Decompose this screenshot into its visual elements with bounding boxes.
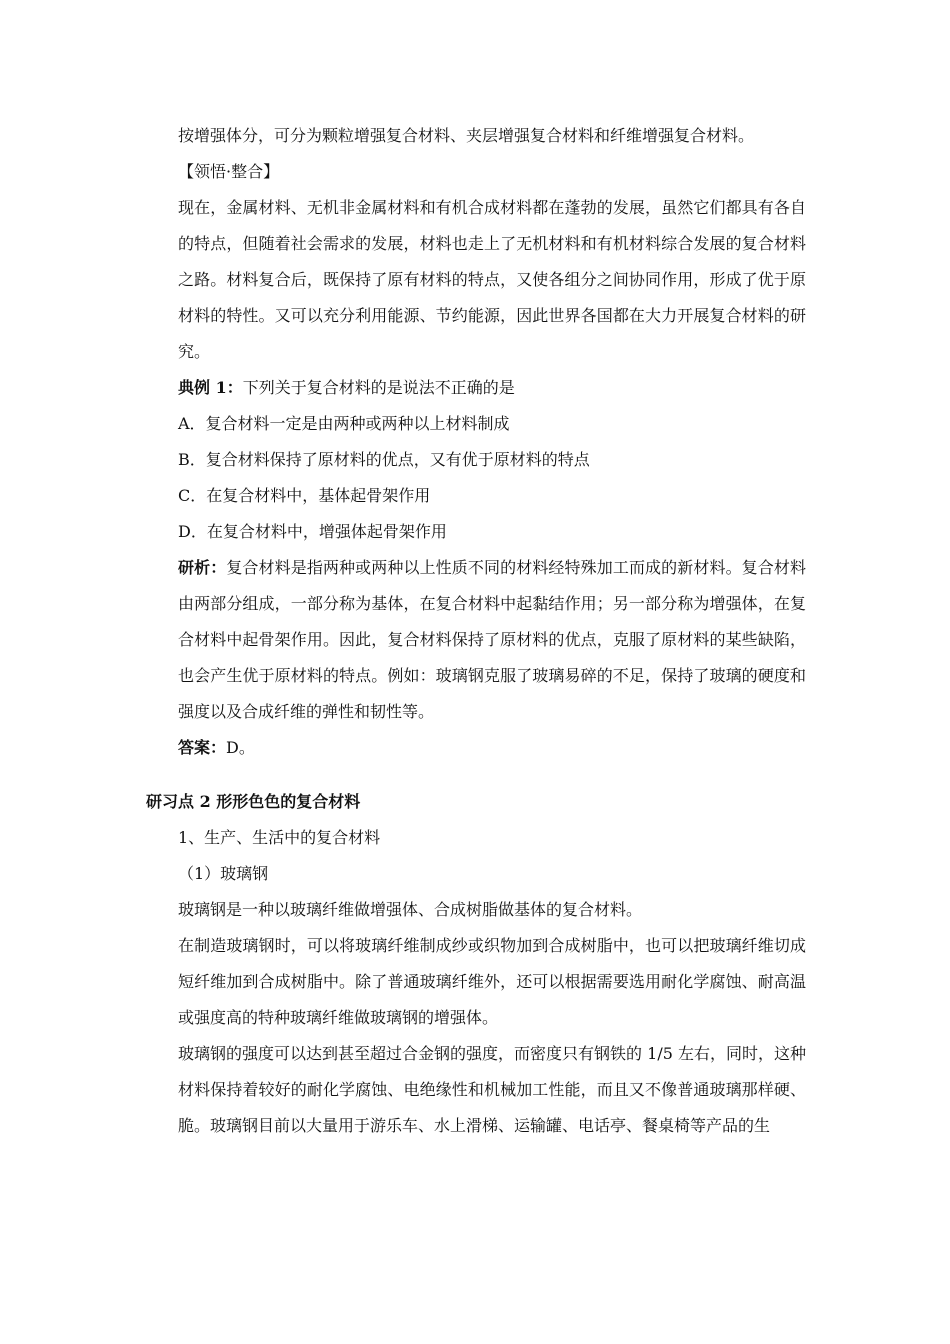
analysis-text: 复合材料是指两种或两种以上性质不同的材料经特殊加工而成的新材料。复合材料由两部分组成，一部分称为基体，在复合材料中起黏结作用；另一部分称为增强体，在复合材料中起骨架作用。因此，复合材料保持了原材料的优点，克服了原材料的某些缺陷，也会产生优于原材料的特点。例如：玻璃钢克服了玻璃易碎的不足，保持了玻璃的硬度和强度以及合成纤维的弹性和韧性等。 — [178, 558, 806, 721]
section2-paragraph-3: 玻璃钢的强度可以达到甚至超过合金钢的强度，而密度只有钢铁的 1/5 左右，同时，这种材料保持着较好的耐化学腐蚀、电绝缘性和机械加工性能，而且又不像普通玻璃那样硬、脆。玻璃钢目前以大量用于游乐车、水上滑梯、运输罐、电话亭、餐桌椅等产品的生 — [178, 1044, 806, 1135]
summary-paragraph: 现在，金属材料、无机非金属材料和有机合成材料都在蓬勃的发展，虽然它们都具有各自的特点，但随着社会需求的发展，材料也走上了无机材料和有机材料综合发展的复合材料之路。材料复合后，既保持了原有材料的特点，又使各组分之间协同作用，形成了优于原材料的特性。又可以充分利用能源、节约能源，因此世界各国都在大力开展复合材料的研究。 — [178, 198, 806, 361]
section2-paragraph-1: 玻璃钢是一种以玻璃纤维做增强体、合成树脂做基体的复合材料。 — [178, 900, 643, 919]
section2-paragraph-2: 在制造玻璃钢时，可以将玻璃纤维制成纱或织物加到合成树脂中，也可以把玻璃纤维切成短纤维加到合成树脂中。除了普通玻璃纤维外，还可以根据需要选用耐化学腐蚀、耐高温或强度高的特种玻璃纤维做玻璃钢的增强体。 — [178, 936, 806, 1027]
answer-label: 答案： — [178, 738, 227, 757]
analysis-label: 研析： — [178, 558, 227, 577]
option-b: B．复合材料保持了原材料的优点，又有优于原材料的特点 — [178, 450, 590, 469]
spacer — [146, 766, 806, 784]
answer-text: D。 — [226, 738, 255, 757]
classification-paragraph: 按增强体分，可分为颗粒增强复合材料、夹层增强复合材料和纤维增强复合材料。 — [178, 126, 755, 145]
section2-subheading-1: 1、生产、生活中的复合材料 — [178, 828, 381, 847]
example-label: 典例 1： — [178, 378, 243, 397]
section2-title: 研习点 2 形形色色的复合材料 — [146, 792, 361, 811]
section2-subheading-2: （1）玻璃钢 — [178, 864, 269, 883]
section-heading-lingwu: 【领悟·整合】 — [178, 162, 280, 181]
option-a: A．复合材料一定是由两种或两种以上材料制成 — [178, 414, 510, 433]
example-question-text: 下列关于复合材料的是说法不正确的是 — [242, 378, 515, 397]
option-d: D．在复合材料中，增强体起骨架作用 — [178, 522, 447, 541]
answer-line — [146, 730, 806, 766]
document-page — [146, 118, 806, 1144]
option-c: C．在复合材料中，基体起骨架作用 — [178, 486, 431, 505]
example-question — [146, 370, 806, 406]
analysis-paragraph — [146, 550, 806, 730]
